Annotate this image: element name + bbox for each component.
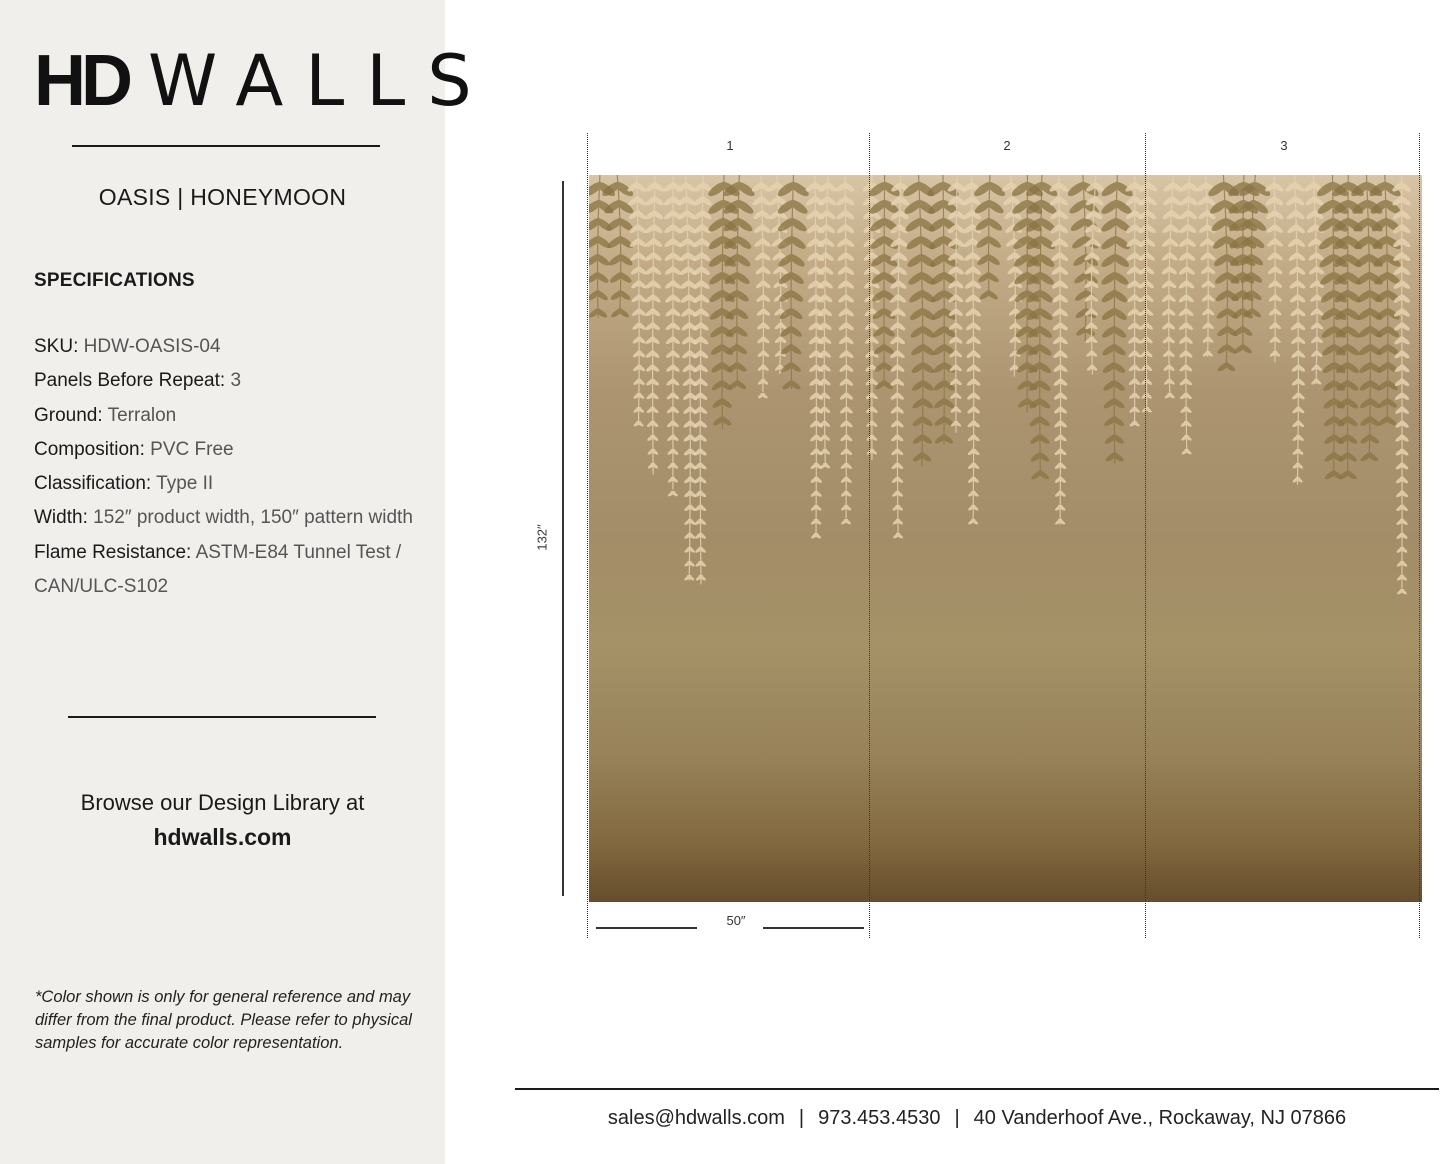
footer-phone[interactable]: 973.453.4530	[818, 1107, 941, 1129]
spec-label: Ground:	[34, 404, 103, 426]
spec-value: 152″ product width, 150″ pattern width	[93, 507, 413, 529]
spec-label: Flame Resistance:	[34, 541, 192, 563]
spec-row-flame-cont	[34, 570, 434, 604]
panel-seam-3	[1419, 133, 1420, 938]
spec-row-panels	[34, 364, 434, 398]
spec-label: SKU:	[34, 336, 79, 357]
product-title: OASIS | HONEYMOON	[98, 184, 347, 210]
spec-value: PVC Free	[150, 438, 234, 460]
width-dimension-line-left	[596, 927, 697, 929]
footer-separator: |	[954, 1107, 960, 1129]
panel-seam-1	[869, 133, 870, 938]
spec-row-sku	[34, 330, 434, 364]
spec-label: Classification:	[34, 473, 152, 495]
spec-value: Type II	[156, 473, 214, 495]
contact-footer	[515, 1107, 1439, 1130]
color-disclaimer: *Color shown is only for general reference and may differ from the final product. Please refer to physical samples for accurate color representation.	[35, 988, 412, 1052]
specifications-heading: SPECIFICATIONS	[34, 270, 195, 291]
spec-row-flame	[34, 536, 434, 570]
spec-row-ground	[34, 399, 434, 433]
spec-label: Panels Before Repeat:	[34, 370, 226, 392]
spec-value: CAN/ULC-S102	[34, 576, 169, 598]
spec-value: ASTM-E84 Tunnel Test /	[195, 541, 402, 563]
divider-middle	[68, 716, 376, 718]
spec-value: HDW-OASIS-04	[83, 336, 221, 357]
panel-number-3: 3	[1280, 138, 1288, 153]
logo-bold-text: HD	[34, 41, 128, 121]
panel-number-2: 2	[1003, 138, 1011, 153]
spec-label: Composition:	[34, 438, 145, 460]
spec-sidebar	[0, 0, 494, 1164]
hd-walls-logo	[34, 40, 494, 122]
spec-label: Width:	[34, 507, 88, 529]
footer-separator: |	[798, 1107, 805, 1129]
logo-light-text: WALLS	[148, 40, 494, 122]
spec-row-width	[34, 501, 434, 535]
panel-number-1: 1	[726, 138, 734, 153]
spec-value: Terralon	[107, 404, 177, 426]
panel-seam-0	[587, 133, 588, 938]
spec-row-composition	[34, 433, 434, 467]
spec-row-classification	[34, 467, 434, 501]
spec-value: 3	[230, 370, 242, 392]
website-link[interactable]: hdwalls.com	[153, 824, 292, 850]
mural-preview	[589, 175, 1422, 902]
width-dimension-line-right	[763, 927, 864, 929]
panel-seam-2	[1145, 133, 1146, 938]
width-dimension-label: 50″	[726, 913, 746, 928]
specifications-list	[34, 330, 434, 604]
browse-text: Browse our Design Library at	[80, 790, 365, 815]
footer-email[interactable]: sales@hdwalls.com	[607, 1107, 785, 1129]
hanging-vines-pattern	[589, 175, 1422, 902]
height-dimension-label: 132″	[534, 524, 550, 551]
footer-divider	[515, 1088, 1439, 1090]
divider-top	[72, 145, 380, 147]
footer-address: 40 Vanderhoof Ave., Rockaway, NJ 07866	[973, 1107, 1347, 1129]
height-dimension-line	[562, 181, 564, 896]
